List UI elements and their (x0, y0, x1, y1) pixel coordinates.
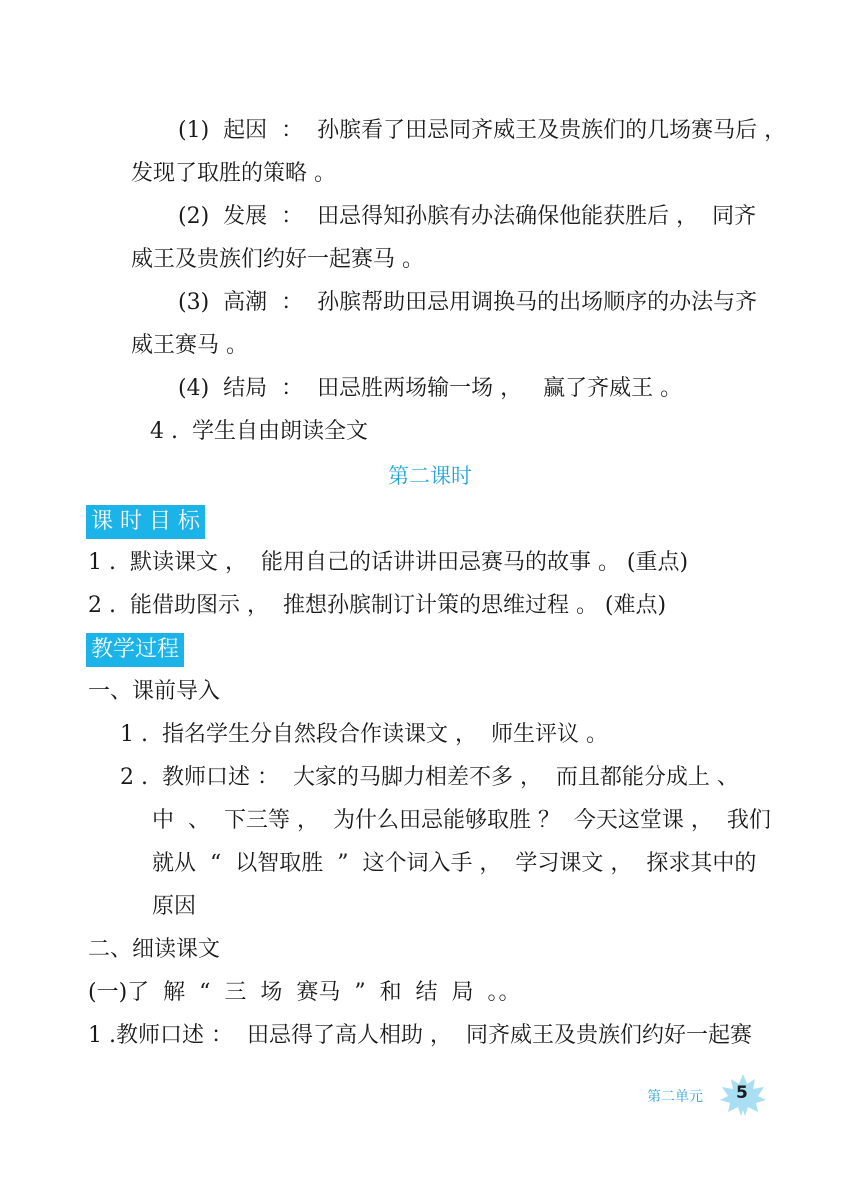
intro-item-2: 2 . 教师口述 ： 大家的马脚力相差不多 ， 而且都能分成上 、 (120, 765, 739, 790)
section-close-reading: 二、细读课文 (88, 937, 221, 962)
goal-item-2: 2 . 能借助图示 ， 推想孙膑制订计策的思维过程 。 (难点) (88, 593, 667, 618)
plot-item-cause: (1) 起因 ： 孙膑看了田忌同齐威王及贵族们的几场赛马后 ， (178, 118, 787, 143)
plot-item-development-cont: 威王及贵族们约好一起赛马 。 (131, 247, 424, 272)
intro-item-2-cont-2: 就从 “ 以智取胜 ” 这个词入手 ， 学习课文 ， 探求其中的 (152, 851, 757, 876)
footer-unit-label: 第二单元 (647, 1089, 703, 1105)
goals-header: 课 时 目 标 (86, 505, 205, 539)
intro-item-2-cont-3: 原因 (152, 894, 197, 919)
goal-item-1: 1 . 默读课文 ， 能用自己的话讲讲田忌赛马的故事 。 (重点) (88, 550, 689, 575)
plot-item-climax-cont: 威王赛马 。 (131, 333, 248, 358)
plot-item-climax: (3) 高潮 ： 孙膑帮助田忌用调换马的出场顺序的办法与齐 (178, 290, 758, 315)
step-read-aloud: 4 . 学生自由朗读全文 (150, 419, 368, 444)
plot-item-development: (2) 发展 ： 田忌得知孙膑有办法确保他能获胜后 ， 同齐 (178, 204, 757, 229)
plot-item-ending: (4) 结局 ： 田忌胜两场输一场 ， 赢了齐威王 。 (178, 376, 683, 401)
section-intro: 一、课前导入 (88, 679, 221, 704)
page-number: 5 (736, 1083, 748, 1103)
intro-item-1: 1 . 指名学生分自然段合作读课文 ， 师生评议 。 (120, 722, 608, 747)
lesson-title: 第二课时 (388, 464, 472, 488)
close-reading-item-1: 1 .教师口述 ： 田忌得了高人相助 ， 同齐威王及贵族们约好一起赛 (88, 1023, 752, 1048)
process-header: 教学过程 (86, 633, 184, 667)
plot-item-cause-cont: 发现了取胜的策略 。 (131, 161, 336, 186)
subsection-three-races: (一)了 解 “ 三 场 赛马 ” 和 结 局 。。 (88, 980, 521, 1005)
intro-item-2-cont-1: 中 、 下三等 ， 为什么田忌能够取胜 ？ 今天这堂课 ， 我们 (152, 808, 771, 833)
